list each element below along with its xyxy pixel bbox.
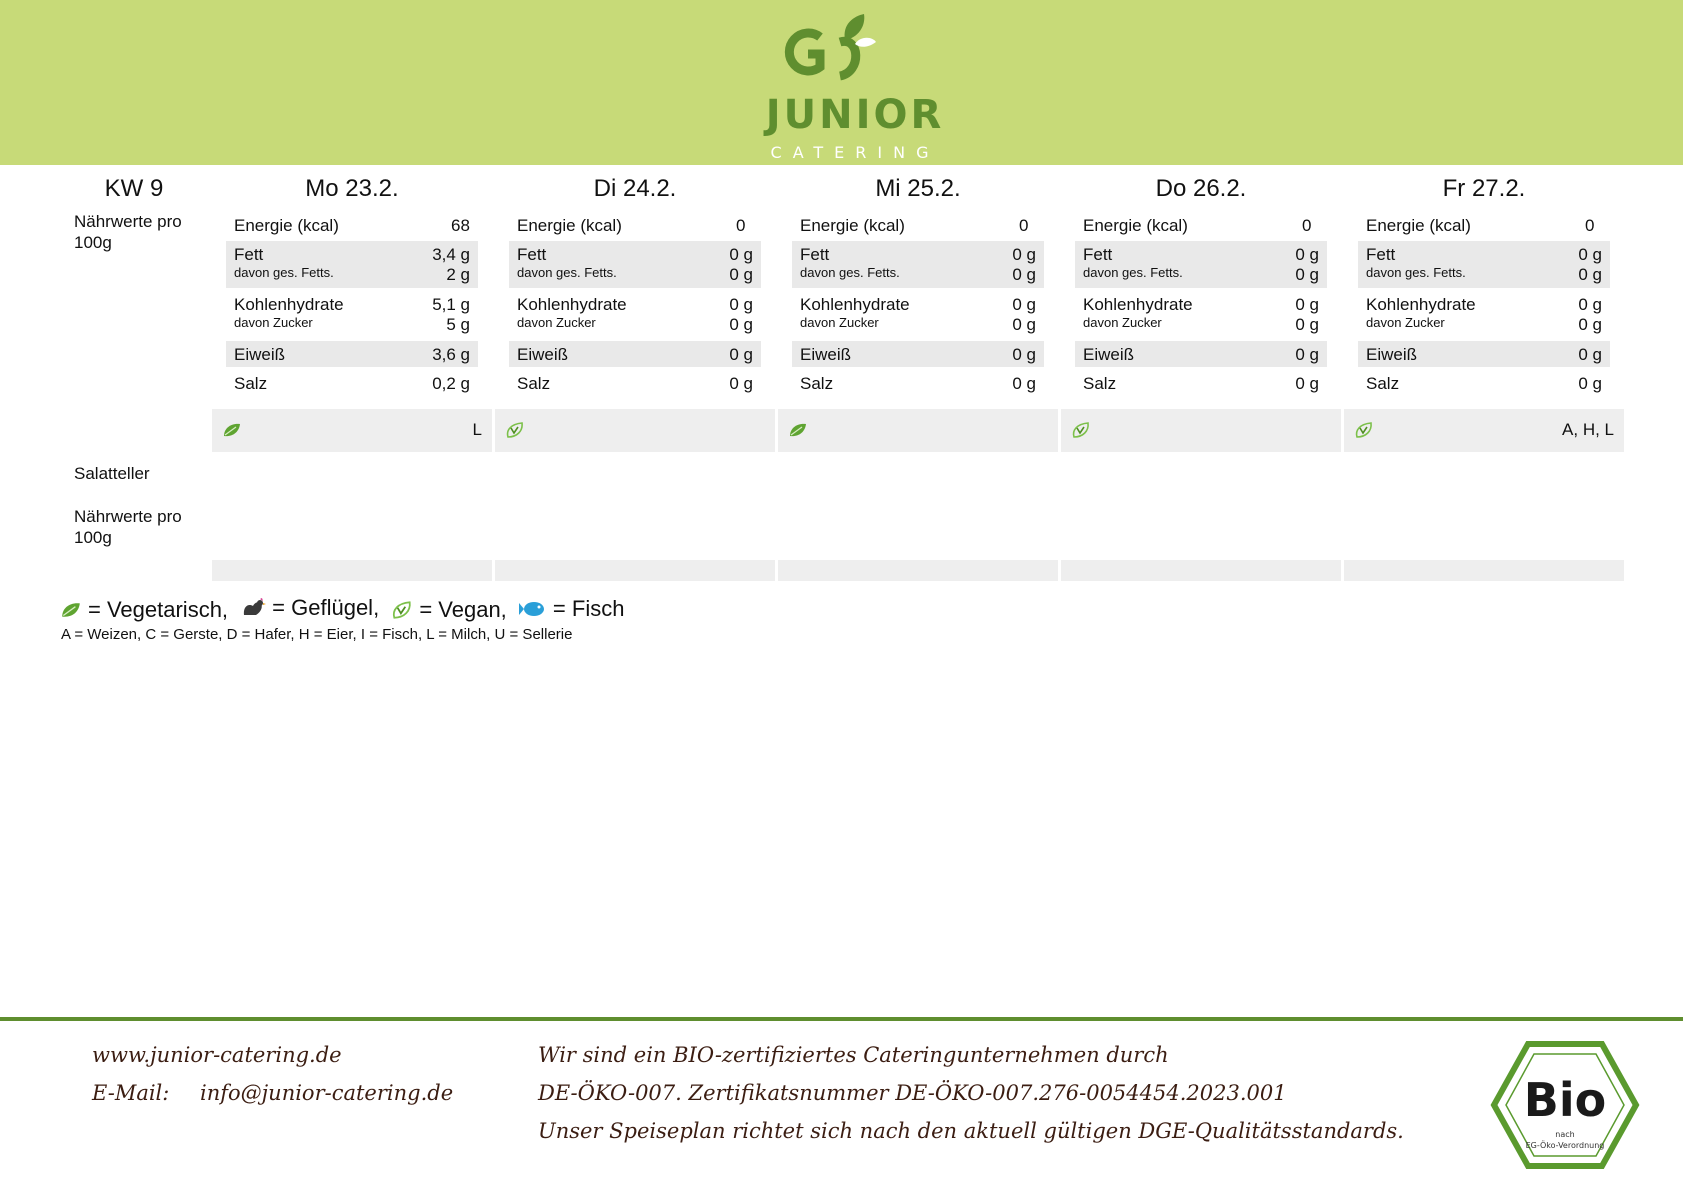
footer-email-label: E-Mail: [92, 1081, 170, 1105]
carbs-label: Kohlenhydrate [800, 295, 910, 314]
fat-row [1075, 241, 1327, 288]
energy-row [509, 212, 761, 238]
sugar-label: davon Zucker [234, 315, 313, 330]
salad-nutrition-bar [1344, 560, 1624, 581]
sat-fat-label: davon ges. Fetts. [1083, 265, 1183, 280]
header-banner [0, 0, 1683, 165]
vegetarian-leaf-icon [222, 422, 242, 438]
logo-subtitle: CATERING [770, 143, 940, 162]
carbs-label: Kohlenhydrate [234, 295, 344, 314]
vegan-icon [391, 601, 413, 619]
salt-row [792, 370, 1044, 396]
carbs-label: Kohlenhydrate [1366, 295, 1476, 314]
salt-value: 0,2 g [432, 374, 470, 393]
energy-label: Energie (kcal) [234, 216, 339, 235]
row-label-nutrition-2: Nährwerte pro 100g [74, 507, 182, 547]
carbs-row [509, 291, 761, 338]
protein-value: 3,6 g [432, 345, 470, 364]
carbs-label: Kohlenhydrate [517, 295, 627, 314]
protein-label: Eiweiß [1083, 345, 1135, 364]
fish-icon [519, 599, 547, 619]
day-header: Fr 27.2. [1442, 175, 1526, 202]
nutrition-table [509, 212, 761, 396]
protein-row [509, 341, 761, 367]
energy-row [792, 212, 1044, 238]
legend-vegetarian-text: = Vegetarisch, [88, 597, 229, 622]
sat-fat-value: 0 g [1578, 265, 1602, 284]
vegetarian-leaf-icon [788, 422, 808, 438]
energy-value: 68 [451, 216, 470, 235]
legend-vegetarian [60, 597, 228, 623]
salt-row [1075, 370, 1327, 396]
legend-poultry [240, 595, 379, 621]
carbs-value: 0 g [729, 295, 753, 314]
legend-fish [519, 596, 625, 622]
carbs-label: Kohlenhydrate [1083, 295, 1193, 314]
sugar-label: davon Zucker [1083, 315, 1162, 330]
nutrition-table [792, 212, 1044, 396]
protein-row [226, 341, 478, 367]
fat-value: 0 g [1578, 245, 1602, 264]
fat-row [509, 241, 761, 288]
protein-value: 0 g [1012, 345, 1036, 364]
vegan-icon [1354, 422, 1374, 438]
carbs-row [792, 291, 1044, 338]
carbs-value: 0 g [1578, 295, 1602, 314]
carbs-row [226, 291, 478, 338]
energy-row [1358, 212, 1610, 238]
salad-nutrition-bar [778, 560, 1058, 581]
salt-label: Salz [1083, 374, 1117, 393]
salt-label: Salz [517, 374, 551, 393]
diet-tag-bar [778, 409, 1058, 452]
bio-hexagon-icon [1490, 1040, 1640, 1170]
sat-fat-label: davon ges. Fetts. [800, 265, 900, 280]
protein-value: 0 g [729, 345, 753, 364]
energy-label: Energie (kcal) [517, 216, 622, 235]
salt-row [509, 370, 761, 396]
footer-divider [0, 1017, 1683, 1021]
salt-value: 0 g [1578, 374, 1602, 393]
fat-value: 3,4 g [432, 245, 470, 264]
fat-label: Fett [800, 245, 830, 264]
protein-row [792, 341, 1044, 367]
energy-label: Energie (kcal) [1366, 216, 1471, 235]
salt-value: 0 g [1295, 374, 1319, 393]
protein-value: 0 g [1578, 345, 1602, 364]
footer-bio-line-2: DE-ÖKO-007. Zertifikatsnummer DE-ÖKO-007.276-0054454.2023.001 [538, 1081, 1287, 1105]
energy-value: 0 [1019, 216, 1029, 235]
energy-value: 0 [1302, 216, 1312, 235]
diet-legend [60, 595, 624, 625]
vegan-icon [1071, 422, 1091, 438]
vegan-icon [505, 422, 525, 438]
sugar-label: davon Zucker [1366, 315, 1445, 330]
poultry-chicken-icon [240, 597, 266, 619]
week-label: KW 9 [104, 175, 164, 202]
salt-label: Salz [1366, 374, 1400, 393]
junior-catering-logo [760, 12, 950, 162]
salt-label: Salz [800, 374, 834, 393]
day-header: Mo 23.2. [305, 175, 399, 202]
legend-vegan [391, 597, 506, 623]
bio-seal-sub1: nach [1555, 1130, 1575, 1139]
footer-bio-line-3: Unser Speiseplan richtet sich nach den aktuell gültigen DGE-Qualitätsstandards. [538, 1119, 1404, 1143]
fat-label: Fett [1366, 245, 1396, 264]
legend-fish-text: = Fisch [552, 596, 625, 621]
carbs-row [1075, 291, 1327, 338]
footer-email: info@junior-catering.de [200, 1081, 454, 1105]
sugar-value: 0 g [1012, 315, 1036, 334]
energy-row [1075, 212, 1327, 238]
protein-row [1075, 341, 1327, 367]
fat-label: Fett [517, 245, 547, 264]
energy-label: Energie (kcal) [800, 216, 905, 235]
diet-tag-bar [212, 409, 492, 452]
energy-value: 0 [1585, 216, 1595, 235]
fat-label: Fett [1083, 245, 1113, 264]
carbs-row [1358, 291, 1610, 338]
nutrition-table [1075, 212, 1327, 396]
sugar-label: davon Zucker [517, 315, 596, 330]
footer-bio-line-1: Wir sind ein BIO-zertifiziertes Cateringunternehmen durch [538, 1043, 1169, 1067]
sat-fat-label: davon ges. Fetts. [234, 265, 334, 280]
salad-nutrition-bar [495, 560, 775, 581]
fat-label: Fett [234, 245, 264, 264]
salt-row [226, 370, 478, 396]
salad-nutrition-bar [212, 560, 492, 581]
fat-row [226, 241, 478, 288]
sat-fat-value: 2 g [446, 265, 470, 284]
logo-wordmark: JUNIOR [765, 92, 945, 138]
logo-mark-icon [760, 12, 950, 92]
energy-value: 0 [736, 216, 746, 235]
row-label-nutrition: Nährwerte pro 100g [74, 212, 182, 252]
nutrition-table [1358, 212, 1610, 396]
sat-fat-label: davon ges. Fetts. [517, 265, 617, 280]
salt-value: 0 g [1012, 374, 1036, 393]
sugar-label: davon Zucker [800, 315, 879, 330]
allergen-codes: L [472, 420, 482, 439]
protein-value: 0 g [1295, 345, 1319, 364]
nutrition-table [226, 212, 478, 396]
salt-row [1358, 370, 1610, 396]
energy-row [226, 212, 478, 238]
protein-row [1358, 341, 1610, 367]
sat-fat-value: 0 g [729, 265, 753, 284]
day-header: Di 24.2. [593, 175, 677, 202]
sugar-value: 0 g [1578, 315, 1602, 334]
sugar-value: 0 g [729, 315, 753, 334]
sat-fat-value: 0 g [1012, 265, 1036, 284]
salt-value: 0 g [729, 374, 753, 393]
fat-value: 0 g [1012, 245, 1036, 264]
legend-vegan-text: = Vegan, [419, 597, 507, 622]
bio-seal-sub2: EG-Öko-Verordnung [1525, 1141, 1605, 1150]
salt-label: Salz [234, 374, 268, 393]
legend-poultry-text: = Geflügel, [272, 595, 380, 620]
sat-fat-label: davon ges. Fetts. [1366, 265, 1466, 280]
protein-label: Eiweiß [517, 345, 569, 364]
footer-website: www.junior-catering.de [92, 1043, 342, 1067]
carbs-value: 5,1 g [432, 295, 470, 314]
diet-tag-bar [1344, 409, 1624, 452]
day-header: Mi 25.2. [875, 175, 961, 202]
diet-tag-bar [495, 409, 775, 452]
sat-fat-value: 0 g [1295, 265, 1319, 284]
bio-seal-text: Bio [1523, 1073, 1607, 1127]
bio-seal-icon [1490, 1040, 1640, 1170]
salad-nutrition-bar [1061, 560, 1341, 581]
fat-value: 0 g [729, 245, 753, 264]
protein-label: Eiweiß [800, 345, 852, 364]
allergen-codes: A, H, L [1562, 420, 1614, 439]
sugar-value: 0 g [1295, 315, 1319, 334]
energy-label: Energie (kcal) [1083, 216, 1188, 235]
vegetarian-leaf-icon [60, 601, 82, 619]
fat-value: 0 g [1295, 245, 1319, 264]
carbs-value: 0 g [1012, 295, 1036, 314]
protein-label: Eiweiß [1366, 345, 1418, 364]
protein-label: Eiweiß [234, 345, 286, 364]
row-label-salad: Salatteller [74, 464, 150, 483]
allergen-legend: A = Weizen, C = Gerste, D = Hafer, H = Eier, I = Fisch, L = Milch, U = Sellerie [61, 626, 573, 643]
carbs-value: 0 g [1295, 295, 1319, 314]
sugar-value: 5 g [446, 315, 470, 334]
diet-tag-bar [1061, 409, 1341, 452]
fat-row [1358, 241, 1610, 288]
fat-row [792, 241, 1044, 288]
day-header: Do 26.2. [1155, 175, 1247, 202]
